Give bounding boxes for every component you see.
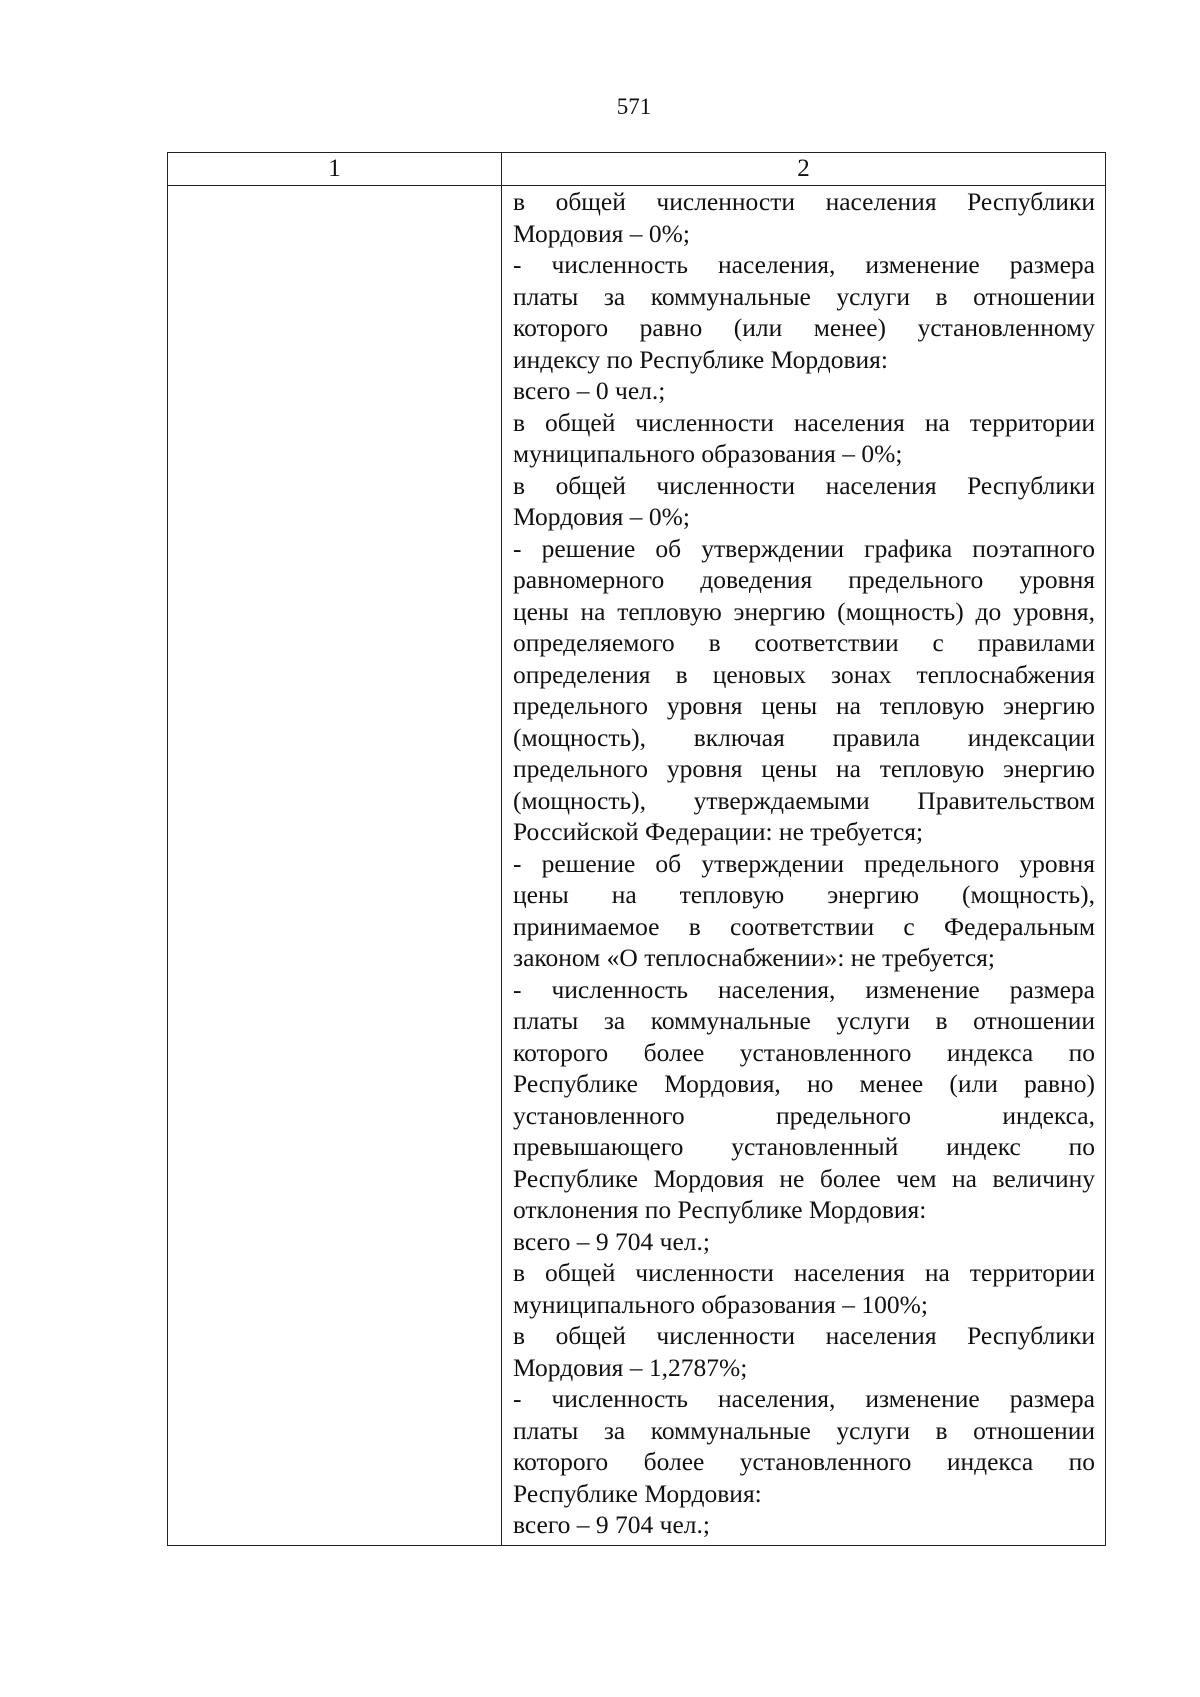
text-line: в общей численности населения Республики: [513, 187, 1095, 216]
text-line: муниципального образования – 100%;: [513, 1289, 928, 1319]
text-line: предельного уровня цены на тепловую энергию: [513, 754, 1095, 783]
text-line: в общей численности населения Республики: [513, 470, 1095, 500]
text-line: в общей численности населения на территории: [513, 407, 1095, 437]
column-1-cell: [168, 186, 502, 1546]
column-header-2: 2: [502, 153, 1106, 186]
text-line: всего – 9 704 чел.;: [513, 1226, 710, 1256]
text-line: всего – 9 704 чел.;: [513, 1510, 710, 1539]
text-line: предельного уровня цены на тепловую энергию: [513, 691, 1095, 720]
text-line: индексу по Республике Мордовия:: [513, 344, 888, 374]
text-line: Мордовия – 0%;: [513, 218, 690, 248]
text-line: Российской Федерации: не требуется;: [513, 817, 924, 846]
text-line: цены на тепловую энергию (мощность),: [513, 880, 1095, 909]
text-line: (мощность), включая правила индексации: [513, 722, 1095, 752]
text-line: равномерного доведения предельного уровня: [513, 565, 1095, 594]
document-table: [167, 152, 1106, 1546]
text-line: цены на тепловую энергию (мощность) до уровня,: [513, 596, 1095, 626]
text-line: законом «О теплоснабжении»: не требуется;: [513, 943, 995, 972]
text-line: которого более установленного индекса по: [513, 1447, 1095, 1476]
text-line: Республике Мордовия:: [513, 1478, 762, 1508]
text-line: - численность населения, изменение размера: [513, 250, 1095, 279]
text-line: - решение об утверждении графика поэтапного: [513, 533, 1095, 563]
text-line: определения в ценовых зонах теплоснабжения: [513, 659, 1095, 689]
text-line: в общей численности населения на территории: [513, 1258, 1095, 1287]
column-header-1: 1: [168, 153, 502, 186]
table-row: [168, 186, 1106, 1546]
text-line: платы за коммунальные услуги в отношении: [513, 1006, 1095, 1035]
text-line: всего – 0 чел.;: [513, 376, 666, 405]
text-line: которого равно (или менее) установленному: [513, 313, 1095, 342]
text-line: отклонения по Республике Мордовия:: [513, 1195, 927, 1224]
text-line: установленного предельного индекса,: [513, 1100, 1095, 1130]
text-line: которого более установленного индекса по: [513, 1037, 1095, 1067]
text-line: Мордовия – 0%;: [513, 502, 690, 531]
text-line: - численность населения, изменение размера: [513, 1384, 1095, 1413]
text-line: определяемого в соответствии с правилами: [513, 628, 1095, 657]
column-2-cell: [502, 186, 1106, 1546]
text-line: платы за коммунальные услуги в отношении: [513, 1415, 1095, 1445]
text-line: - решение об утверждении предельного уровня: [513, 848, 1095, 878]
text-line: Республике Мордовия не более чем на величину: [513, 1163, 1095, 1193]
text-line: платы за коммунальные услуги в отношении: [513, 281, 1095, 311]
text-line: превышающего установленный индекс по: [513, 1132, 1095, 1161]
text-line: Республике Мордовия, но менее (или равно): [513, 1069, 1095, 1098]
text-line: - численность населения, изменение размера: [513, 974, 1095, 1004]
page-number: 571: [616, 94, 652, 119]
text-line: (мощность), утверждаемыми Правительством: [513, 785, 1095, 815]
text-line: принимаемое в соответствии с Федеральным: [513, 911, 1095, 941]
text-line: в общей численности населения Республики: [513, 1321, 1095, 1350]
table-header-row: [168, 153, 1106, 186]
text-line: муниципального образования – 0%;: [513, 439, 903, 468]
text-line: Мордовия – 1,2787%;: [513, 1352, 748, 1382]
